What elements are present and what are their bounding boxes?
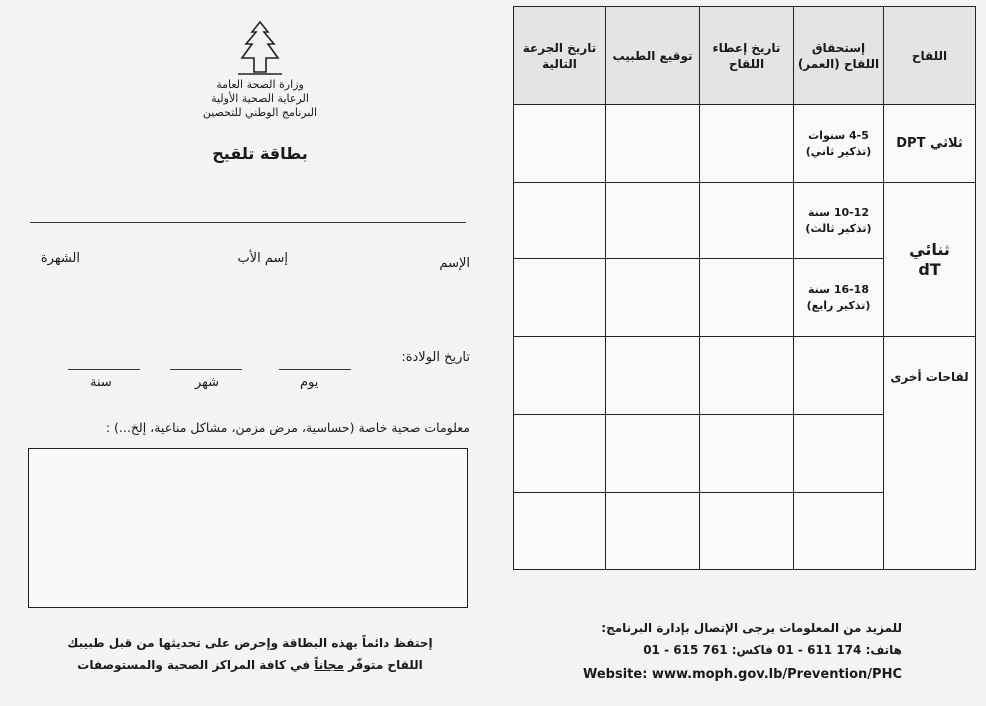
free-note-suffix: في كافة المراكز الصحية والمستوصفات [77, 658, 315, 672]
signature-cell[interactable] [606, 105, 700, 183]
age-cell[interactable] [794, 493, 884, 570]
age-range: 4-5 سنوات [808, 128, 869, 142]
next-dose-cell[interactable] [514, 415, 606, 493]
contact-intro: للمزيد من المعلومات يرجى الإتصال بإدارة البرنامج: [601, 621, 902, 635]
table-row [514, 337, 976, 415]
age-note: (تذكير ثالث) [805, 221, 872, 235]
age-cell[interactable] [794, 415, 884, 493]
table-row [514, 105, 976, 183]
vaccine-cell [884, 183, 976, 337]
free-note-emphasis: مجاناً [314, 658, 344, 672]
date-given-cell[interactable] [700, 337, 794, 415]
free-vaccine-note [50, 658, 450, 672]
month-label: شهر [195, 375, 220, 390]
cedar-logo-icon [230, 18, 290, 78]
dob-day-line[interactable] [279, 369, 351, 370]
health-info-box[interactable] [28, 448, 468, 608]
table-header-row [514, 7, 976, 105]
vaccine-cell [884, 105, 976, 183]
vaccine-cell [884, 337, 976, 570]
name-label: الإسم [439, 256, 470, 271]
next-dose-cell[interactable] [514, 493, 606, 570]
contact-website[interactable]: Website: www.moph.gov.lb/Prevention/PHC [582, 667, 902, 682]
signature-cell[interactable] [606, 493, 700, 570]
date-given-cell[interactable] [700, 415, 794, 493]
day-label: يوم [300, 375, 319, 390]
dob-label: تاريخ الولادة: [401, 350, 470, 365]
contact-phone-fax: هاتف: 174 611 - 01 فاكس: 761 615 - 01 [643, 643, 902, 657]
age-cell [794, 183, 884, 259]
keep-card-note: إحتفظ دائماً بهذه البطاقة وإحرص على تحديثها من قبل طبيبك [67, 636, 433, 650]
father-name-label: إسم الأب [237, 251, 288, 266]
vaccination-table [513, 6, 976, 570]
age-range: 10-12 سنة [808, 205, 869, 219]
surname-label: الشهرة [40, 251, 80, 266]
date-given-cell[interactable] [700, 259, 794, 337]
dob-month-line[interactable] [170, 369, 242, 370]
dob-year-line[interactable] [68, 369, 140, 370]
age-cell[interactable] [794, 337, 884, 415]
free-note-prefix: اللقاح متوفّر [343, 658, 423, 672]
vaccine-name: لقاحات أخرى [890, 370, 969, 384]
date-given-cell[interactable] [700, 105, 794, 183]
health-info-label: معلومات صحية خاصة (حساسية، مرض مزمن، مشاكل مناعية، إلخ...) : [105, 420, 470, 435]
signature-cell[interactable] [606, 337, 700, 415]
header-date-given: تاريخ إعطاء اللقاح [700, 7, 794, 105]
header-due-age: إستحقاق اللقاح (العمر) [794, 7, 884, 105]
header-doctor-signature: توقيع الطبيب [606, 7, 700, 105]
vaccine-name-abbr: dT [918, 259, 941, 279]
header-next-dose-date: تاريخ الجرعة التالية [514, 7, 606, 105]
signature-cell[interactable] [606, 259, 700, 337]
next-dose-cell[interactable] [514, 259, 606, 337]
next-dose-cell[interactable] [514, 105, 606, 183]
date-given-cell[interactable] [700, 183, 794, 259]
ministry-name: وزارة الصحة العامة [216, 78, 304, 91]
signature-cell[interactable] [606, 183, 700, 259]
next-dose-cell[interactable] [514, 183, 606, 259]
table-row [514, 183, 976, 259]
age-cell [794, 259, 884, 337]
program-line-1: الرعاية الصحية الأولية [211, 92, 309, 105]
year-label: سنة [90, 375, 112, 390]
name-line[interactable] [30, 222, 466, 223]
age-cell [794, 105, 884, 183]
vaccine-name: ثنائي [909, 239, 950, 259]
card-title: بطاقة تلقيح [212, 144, 308, 163]
program-line-2: البرنامج الوطني للتحصين [202, 106, 318, 119]
age-range: 16-18 سنة [808, 282, 869, 296]
age-note: (تذكير رابع) [806, 298, 871, 312]
date-given-cell[interactable] [700, 493, 794, 570]
signature-cell[interactable] [606, 415, 700, 493]
age-note: (تذكير ثاني) [805, 144, 872, 158]
next-dose-cell[interactable] [514, 337, 606, 415]
header-vaccine: اللقاح [884, 7, 976, 105]
vaccine-name: ثلاثي DPT [896, 135, 963, 151]
